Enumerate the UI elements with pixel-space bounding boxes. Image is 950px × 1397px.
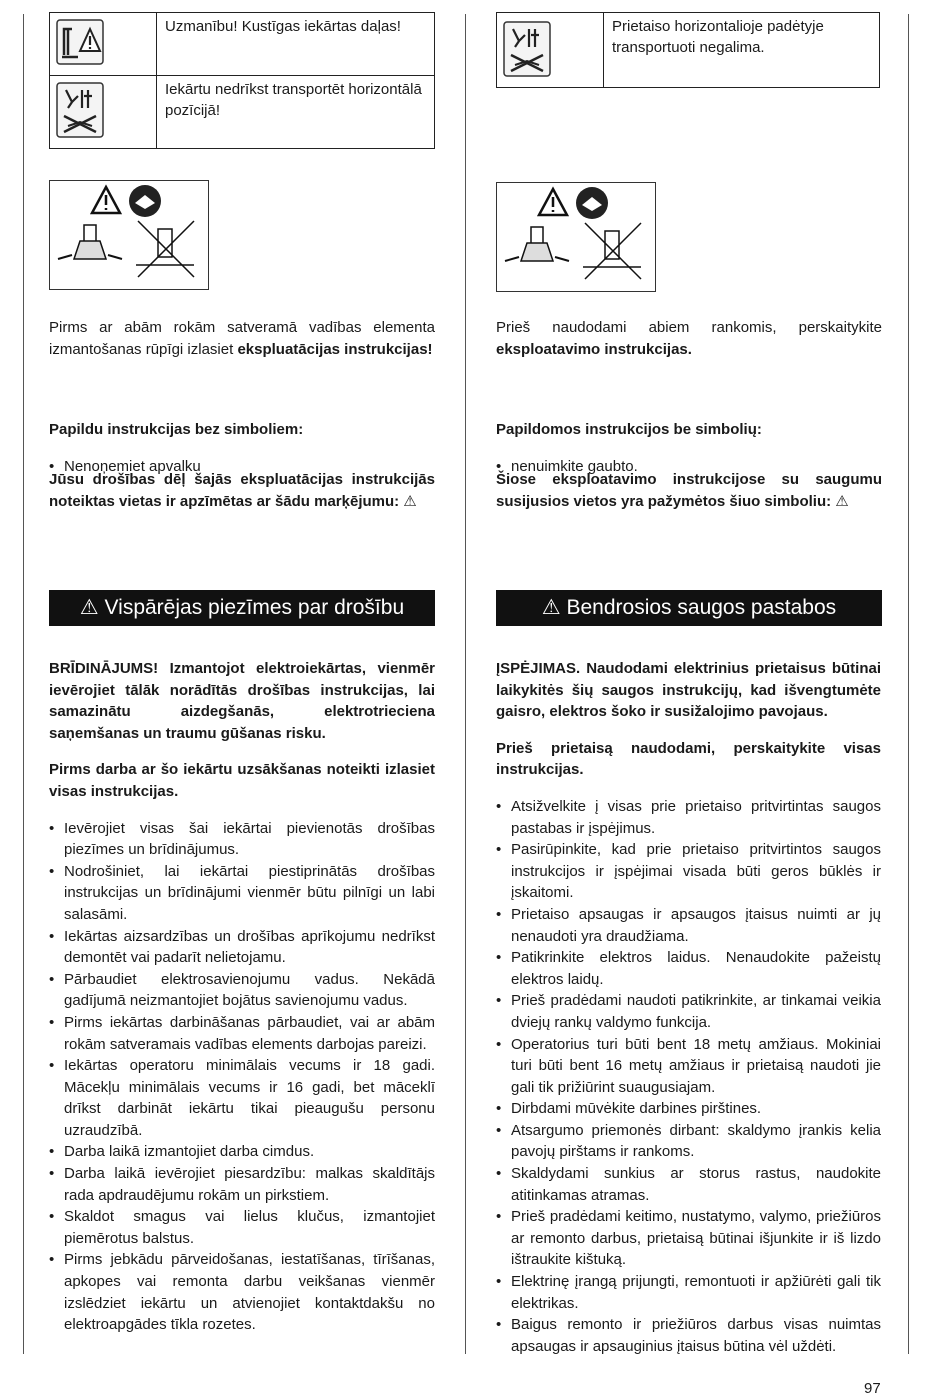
left-warning-table [49,12,435,149]
left-section-banner: ⚠ Vispārējas piezīmes par drošību [49,590,435,626]
read-instructions-paragraph: Pirms darba ar šo iekārtu uzsākšanas noteikti izlasiet visas instrukcijas. [49,761,435,800]
list-item: • Skaldydami sunkius ar storus rastus, naudokite atitinkamas atramas. [496,1163,881,1206]
warning-icon-cell [497,13,604,88]
list-item: • Patikrinkite elektros laidus. Nenaudokite pažeistų elektros laidų. [496,947,881,990]
no-horizontal-transport-icon [56,82,104,138]
warning-text-no-horizontal: Iekārtu nedrīkst transportēt horizontālā pozīcijā! [157,76,435,149]
extra-heading: Papildu instrukcijas bez simboliem: [49,421,304,438]
warning-text-no-horizontal: Prietaiso horizontalioje padėtyje transportuoti negalima. [604,13,880,88]
right-intro-paragraph [496,317,882,360]
moving-parts-warning-icon [56,19,104,65]
left-safety-body [49,643,435,1336]
list-item: • Operatorius turi būti bent 18 metų amžiaus. Mokiniai turi būti bent 16 metų amžiaus ir prietaisą naudoti jie gali tik prižiūrint suaugusiajam. [496,1034,881,1099]
list-item: • Iekārtas aizsardzības un drošības aprīkojumu nedrīkst demontēt vai padarīt nelietojamu. [49,926,435,969]
list-item: • Atsižvelkite į visas prie prietaiso pritvirtintas saugos pastabas ir įspėjimus. [496,796,881,839]
warning-paragraph: ĮSPĖJIMAS. Naudodami elektrinius prietaisus būtinai laikykitės šių saugos instrukcijų, kad išvengtumėte gaisro, elektros šoko ir susižalojimo pavojaus. [496,660,881,721]
read-instructions-paragraph: Prieš prietaisą naudodami, perskaitykite visas instrukcijas. [496,739,881,779]
left-margin-rule [23,14,24,1354]
warning-text-moving-parts: Uzmanību! Kustīgas iekārtas daļas! [157,13,435,76]
list-item: • Pārbaudiet elektrosavienojumu vadus. Nekādā gadījumā neizmantojiet bojātus savienojumu vadus. [49,969,435,1012]
no-horizontal-transport-icon [503,21,551,77]
right-safety-body [496,643,881,1357]
left-extra-instructions [49,404,435,477]
extra-item: • nenuimkite gaubto. [496,456,882,478]
intro-text: Pirms ar abām rokām satveramā vadības elementa izmantošanas rūpīgi izlasiet [49,319,435,358]
warning-paragraph: BRĪDINĀJUMS! Izmantojot elektroiekārtas, vienmēr ievērojiet tālāk norādītās drošības instrukcijas, lai samazinātu aizdegšanās, elektrotrieciena saņemšanas un traumu gūšanas risku. [49,660,435,742]
right-margin-rule [908,14,909,1354]
list-item: • Dirbdami mūvėkite darbines pirštines. [496,1098,881,1120]
list-item: • Darba laikā ievērojiet piesardzību: malkas skaldītājs rada apdraudējumu rokām un pirkstiem. [49,1163,435,1206]
right-warning-table [496,12,880,88]
extra-heading: Papildomos instrukcijos be simbolių: [496,421,762,438]
list-item: • Baigus remonto ir priežiūros darbus visas nuimtas apsaugas ir apsauginius įtaisus būtina vėl uždėti. [496,1314,881,1357]
list-item: • Darba laikā izmantojiet darba cimdus. [49,1141,435,1163]
right-section-banner: ⚠ Bendrosios saugos pastabos [496,590,882,626]
left-intro-paragraph [49,317,435,360]
warning-icon-cell [50,76,157,149]
right-extra-instructions [496,404,882,477]
list-item: • Prieš pradėdami naudoti patikrinkite, ar tinkamai veikia dviejų rankų valdymo funkcija. [496,990,881,1033]
two-hand-operation-illustration [49,180,209,290]
list-item: • Elektrinę įrangą prijungti, remontuoti ir apžiūrėti gali tik elektrikas. [496,1271,881,1314]
list-item: • Iekārtas operatoru minimālais vecums ir 18 gadi. Mācekļu minimālais vecums ir 16 gadi, bet māceklī drīkst darbināt iekārtu tikai pieaugušu personu uzraudzībā. [49,1055,435,1141]
intro-text: Prieš naudodami abiem rankomis, perskaitykite [496,319,882,336]
list-item: • Pirms iekārtas darbināšanas pārbaudiet, vai ar abām rokām satveramais vadības elements darbojas pareizi. [49,1012,435,1055]
intro-bold-text: ekspluatācijas instrukcijas! [237,340,433,358]
extra-item: • Nenoņemiet apvalku [49,456,435,478]
list-item: • Pirms jebkādu pārveidošanas, iestatīšanas, tīrīšanas, apkopes vai remonta darbu veikšanas vienmēr izslēdziet iekārtu un atvienojiet kontaktdakšu no elektroapgādes tīkla rozetes. [49,1249,435,1335]
list-item: • Ievērojiet visas šai iekārtai pievienotās drošības piezīmes un brīdinājumus. [49,818,435,861]
list-item: • Pasirūpinkite, kad prie prietaiso pritvirtintos saugos instrukcijos ir įspėjimai visada būti geros būklės ir įskaitomi. [496,839,881,904]
left-safety-note: Jūsu drošības dēļ šajās ekspluatācijas instrukcijās noteiktas vietas ir apzīmētas ar šādu marķējumu: ⚠ [49,471,435,510]
page-number: 97 [864,1380,881,1397]
safety-list [496,796,881,1357]
list-item: • Prietaiso apsaugas ir apsaugos įtaisus nuimti ar jų nenaudoti yra draudžiama. [496,904,881,947]
list-item: • Skaldot smagus vai lielus klučus, izmantojiet piemērotus balstus. [49,1206,435,1249]
list-item: • Nodrošiniet, lai iekārtai piestiprinātās drošības instrukcijas un brīdinājumi vienmēr būtu pilnīgi un labi salasāmi. [49,861,435,926]
center-column-rule [465,14,466,1354]
intro-bold-text: eksploatavimo instrukcijas. [496,340,692,358]
warning-icon-cell [50,13,157,76]
two-hand-operation-illustration [496,182,656,292]
two-hand-operation-icon [50,181,208,289]
safety-list [49,818,435,1336]
list-item: • Prieš pradėdami keitimo, nustatymo, valymo, priežiūros ar remonto darbus, prietaisą būtinai išjunkite ir iš lizdo ištraukite kištuką. [496,1206,881,1271]
two-hand-operation-icon [497,183,655,291]
list-item: • Atsargumo priemonės dirbant: skaldymo įrankis kelia pavojų pirštams ir rankoms. [496,1120,881,1163]
right-safety-note: Šiose eksploatavimo instrukcijose su saugumu susijusios vietos yra pažymėtos šiuo simboliu: ⚠ [496,471,882,510]
